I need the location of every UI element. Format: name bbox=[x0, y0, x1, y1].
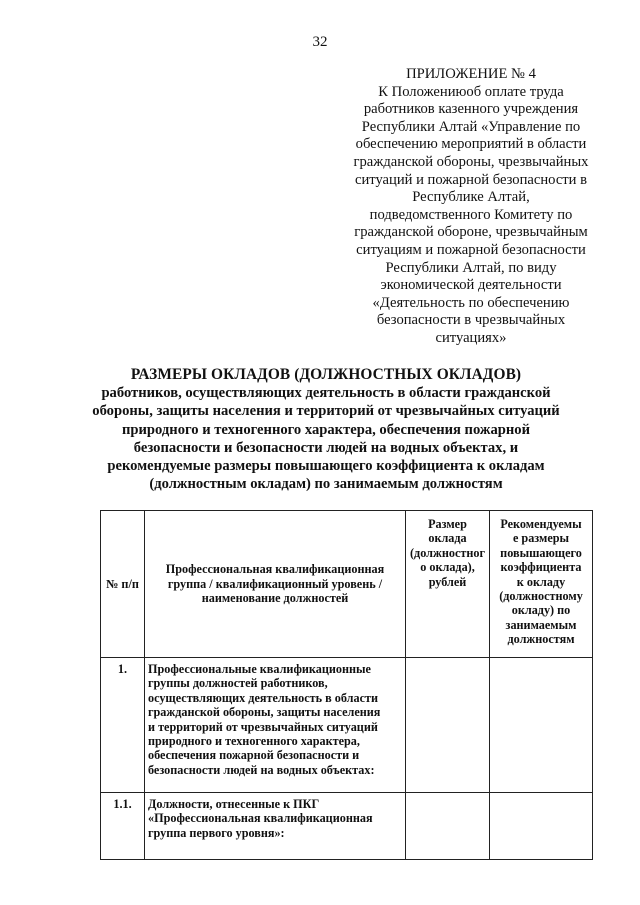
row-coefficient bbox=[490, 658, 593, 793]
header-coef-line: (должностному bbox=[499, 589, 583, 604]
appendix-line: гражданской обороне, чрезвычайным bbox=[354, 224, 588, 241]
header-coef-line: коэффициента bbox=[500, 560, 582, 575]
header-salary bbox=[406, 511, 490, 658]
header-coef-line: к окладу bbox=[516, 574, 566, 589]
header-coef-line: окладу) по bbox=[511, 603, 571, 618]
appendix-line: К Положениюоб оплате труда bbox=[378, 83, 564, 100]
appendix-line: обеспечению мероприятий в области bbox=[355, 136, 587, 153]
row-text-line: Должности, отнесенные к ПКГ bbox=[148, 797, 320, 811]
page-number: 32 bbox=[312, 34, 328, 50]
header-group bbox=[145, 511, 406, 658]
heading-line: природного и техногенного характера, обеспечения пожарной bbox=[121, 421, 531, 438]
row-text-line: группы должностей работников, bbox=[148, 676, 328, 691]
header-coef-line: повышающего bbox=[500, 545, 582, 560]
row-number: 1.1. bbox=[101, 793, 145, 860]
document-heading bbox=[60, 366, 592, 493]
header-group-line: группа / квалификационный уровень / bbox=[167, 576, 383, 591]
row-text-line: осуществляющих деятельность в области bbox=[148, 690, 379, 705]
header-num: № п/п bbox=[101, 511, 145, 658]
row-text-line: Профессиональные квалификационные bbox=[148, 662, 371, 676]
row-text-line: обеспечения пожарной безопасности и bbox=[148, 748, 360, 763]
appendix-line: Республики Алтай «Управление по bbox=[361, 118, 581, 135]
heading-title: РАЗМЕРЫ ОКЛАДОВ (ДОЛЖНОСТНЫХ ОКЛАДОВ) bbox=[130, 366, 522, 383]
header-salary-line: рублей bbox=[428, 574, 467, 589]
appendix-line: безопасности в чрезвычайных bbox=[376, 312, 566, 329]
row-description bbox=[145, 793, 406, 860]
appendix-line: работников казенного учреждения bbox=[363, 101, 579, 118]
heading-line: работников, осуществляющих деятельность в области гражданской bbox=[101, 385, 551, 402]
appendix-line: экономической деятельности bbox=[380, 277, 562, 294]
appendix-line: гражданской обороны, чрезвычайных bbox=[353, 153, 589, 170]
appendix-block bbox=[340, 66, 602, 348]
row-salary bbox=[406, 793, 490, 860]
heading-line: безопасности и безопасности людей на водных объектах, и bbox=[133, 439, 519, 456]
header-coefficient bbox=[490, 511, 593, 658]
table-row bbox=[101, 793, 593, 860]
appendix-line: Республике Алтай, bbox=[412, 189, 530, 206]
header-salary-line: оклада bbox=[428, 531, 467, 546]
table-row bbox=[101, 658, 593, 793]
header-salary-line: Размер bbox=[428, 517, 467, 531]
row-description bbox=[145, 658, 406, 793]
header-coef-line: Рекомендуемы bbox=[500, 517, 582, 531]
row-text-line: природного и техногенного характера, bbox=[148, 734, 360, 749]
header-coef-line: е размеры bbox=[512, 531, 570, 546]
header-salary-line: о оклада), bbox=[420, 560, 475, 575]
row-text-line: безопасности людей на водных объектах: bbox=[148, 762, 375, 777]
appendix-line: Республики Алтай, по виду bbox=[385, 259, 557, 276]
row-number: 1. bbox=[101, 658, 145, 793]
row-text-line: группа первого уровня»: bbox=[148, 825, 285, 840]
appendix-line: «Деятельность по обеспечению bbox=[372, 294, 570, 311]
salary-table bbox=[100, 510, 593, 860]
appendix-line: ПРИЛОЖЕНИЕ № 4 bbox=[406, 66, 536, 82]
heading-line: (должностным окладам) по занимаемым должностям bbox=[149, 476, 503, 493]
header-coef-line: занимаемым bbox=[505, 617, 577, 632]
header-group-line: наименование должностей bbox=[201, 591, 349, 606]
appendix-line: ситуаций и пожарной безопасности в bbox=[354, 171, 588, 188]
row-text-line: «Профессиональная квалификационная bbox=[148, 811, 373, 826]
header-group-line: Профессиональная квалификационная bbox=[165, 562, 385, 577]
row-coefficient bbox=[490, 793, 593, 860]
heading-line: рекомендуемые размеры повышающего коэффициента к окладам bbox=[107, 458, 545, 475]
header-salary-line: (должностног bbox=[410, 545, 485, 560]
appendix-line: подведомственного Комитету по bbox=[369, 206, 573, 223]
row-text-line: и территорий от чрезвычайных ситуаций bbox=[148, 719, 378, 734]
table-header-row bbox=[101, 511, 593, 658]
header-coef-line: должностям bbox=[507, 632, 575, 647]
row-salary bbox=[406, 658, 490, 793]
appendix-line: ситуациям и пожарной безопасности bbox=[356, 241, 586, 258]
row-text-line: гражданской обороны, защиты населения bbox=[148, 705, 381, 720]
heading-line: обороны, защиты населения и территорий от чрезвычайных ситуаций bbox=[92, 403, 560, 420]
appendix-line: ситуациях» bbox=[435, 329, 507, 346]
